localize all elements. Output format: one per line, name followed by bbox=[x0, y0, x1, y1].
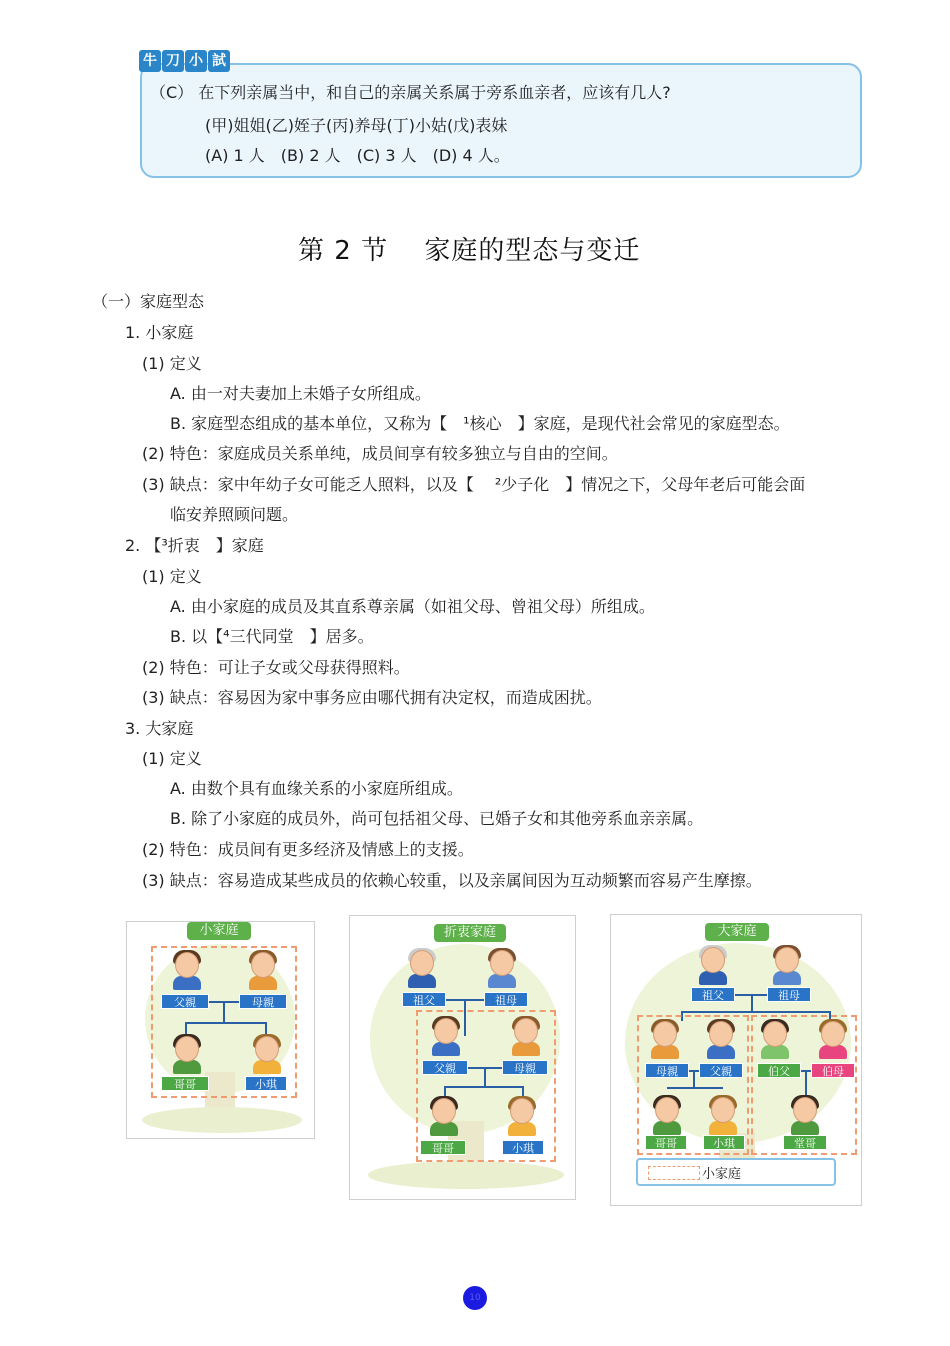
s2-a: A. 由小家庭的成员及其直系尊亲属（如祖父母、曾祖父母）所组成。 bbox=[170, 597, 655, 616]
figure-extended-title: 大家庭 bbox=[705, 923, 769, 941]
quiz-tag bbox=[139, 50, 230, 72]
s1-cons: (3) 缺点：家中年幼子女可能乏人照料，以及【 ²少子化 】情况之下，父母年老后可能会面 bbox=[142, 475, 806, 494]
s1-title: 1. 小家庭 bbox=[125, 323, 194, 342]
quiz-options-line1: (甲)姐姐(乙)姪子(丙)养母(丁)小姑(戊)表妹 bbox=[205, 116, 508, 135]
father-figure bbox=[705, 1021, 737, 1061]
quiz-tag-char: 試 bbox=[208, 50, 230, 72]
figure-stem-title: 折衷家庭 bbox=[434, 924, 506, 942]
quiz-question: （C） 在下列亲属当中，和自己的亲属关系属于旁系血亲者，应该有几人? bbox=[150, 83, 671, 102]
xiaoqi-figure bbox=[506, 1098, 538, 1138]
label-xiaoqi: 小琪 bbox=[245, 1076, 287, 1091]
brother-figure bbox=[171, 1036, 203, 1076]
s3-a: A. 由数个具有血缘关系的小家庭所组成。 bbox=[170, 779, 463, 798]
page-number: 10 bbox=[463, 1286, 487, 1310]
s1-b: B. 家庭型态组成的基本单位，又称为【 ¹核心 】家庭，是现代社会常见的家庭型态。 bbox=[170, 414, 790, 433]
cousin-figure bbox=[789, 1097, 821, 1137]
label-brother: 哥哥 bbox=[161, 1076, 209, 1091]
s1-a: A. 由一对夫妻加上未婚子女所组成。 bbox=[170, 384, 431, 403]
s2-def: (1) 定义 bbox=[142, 567, 202, 586]
label-grandpa: 祖父 bbox=[691, 987, 735, 1002]
heading-family-types: （一）家庭型态 bbox=[92, 292, 205, 311]
figure-small-title: 小家庭 bbox=[187, 922, 251, 940]
label-grandma: 祖母 bbox=[484, 992, 528, 1007]
xiaoqi-figure bbox=[251, 1036, 283, 1076]
label-father: 父親 bbox=[422, 1060, 468, 1075]
label-grandma: 祖母 bbox=[767, 987, 811, 1002]
grandma-figure bbox=[486, 950, 518, 990]
legend-dashed-swatch bbox=[648, 1166, 700, 1180]
s1-def: (1) 定义 bbox=[142, 354, 202, 373]
s2-title: 2. 【³折衷 】家庭 bbox=[125, 536, 264, 555]
s3-cons: (3) 缺点：容易造成某些成员的依赖心较重，以及亲属间因为互动频繁而容易产生摩擦。 bbox=[142, 871, 762, 890]
label-cousin: 堂哥 bbox=[783, 1135, 827, 1150]
father-figure bbox=[171, 952, 203, 992]
label-xiaoqi: 小琪 bbox=[703, 1135, 745, 1150]
label-aunt: 伯母 bbox=[811, 1063, 855, 1078]
label-father: 父親 bbox=[161, 994, 209, 1009]
legend-label: 小家庭 bbox=[702, 1167, 742, 1182]
s3-b: B. 除了小家庭的成员外，尚可包括祖父母、已婚子女和其他旁系血亲亲属。 bbox=[170, 809, 704, 828]
quiz-options-line2: (A) 1 人 (B) 2 人 (C) 3 人 (D) 4 人。 bbox=[205, 146, 510, 165]
s3-def: (1) 定义 bbox=[142, 749, 202, 768]
father-figure bbox=[430, 1018, 462, 1058]
section-title: 第 2 节 家庭的型态与变迁 bbox=[298, 236, 641, 266]
label-brother: 哥哥 bbox=[645, 1135, 687, 1150]
grandpa-figure bbox=[406, 950, 438, 990]
figure-stem-family bbox=[349, 915, 576, 1200]
label-mother: 母親 bbox=[239, 994, 287, 1009]
aunt-figure bbox=[817, 1021, 849, 1061]
mother-figure bbox=[247, 952, 279, 992]
s2-feature: (2) 特色：可让子女或父母获得照料。 bbox=[142, 658, 410, 677]
grandpa-figure bbox=[697, 947, 729, 987]
uncle-figure bbox=[759, 1021, 791, 1061]
label-mother: 母親 bbox=[645, 1063, 689, 1078]
s2-b: B. 以【⁴三代同堂 】居多。 bbox=[170, 627, 374, 646]
quiz-tag-char: 小 bbox=[185, 50, 207, 72]
s1-feature: (2) 特色：家庭成员关系单纯，成员间享有较多独立与自由的空间。 bbox=[142, 444, 618, 463]
s3-feature: (2) 特色：成员间有更多经济及情感上的支援。 bbox=[142, 840, 474, 859]
figure-small-family bbox=[126, 921, 315, 1139]
brother-figure bbox=[428, 1098, 460, 1138]
label-mother: 母親 bbox=[502, 1060, 548, 1075]
xiaoqi-figure bbox=[707, 1097, 739, 1137]
label-grandpa: 祖父 bbox=[402, 992, 446, 1007]
quiz-tag-char: 牛 bbox=[139, 50, 161, 72]
mother-figure bbox=[510, 1018, 542, 1058]
s2-cons: (3) 缺点：容易因为家中事务应由哪代拥有决定权，而造成困扰。 bbox=[142, 688, 602, 707]
s1-cons-cont: 临安养照顾问题。 bbox=[170, 505, 299, 524]
label-brother: 哥哥 bbox=[420, 1140, 466, 1155]
label-uncle: 伯父 bbox=[757, 1063, 801, 1078]
quiz-tag-char: 刀 bbox=[162, 50, 184, 72]
legend-box bbox=[636, 1158, 836, 1186]
mother-figure bbox=[649, 1021, 681, 1061]
label-father: 父親 bbox=[699, 1063, 743, 1078]
s3-title: 3. 大家庭 bbox=[125, 719, 194, 738]
brother-figure bbox=[651, 1097, 683, 1137]
grandma-figure bbox=[771, 947, 803, 987]
label-xiaoqi: 小琪 bbox=[502, 1140, 544, 1155]
